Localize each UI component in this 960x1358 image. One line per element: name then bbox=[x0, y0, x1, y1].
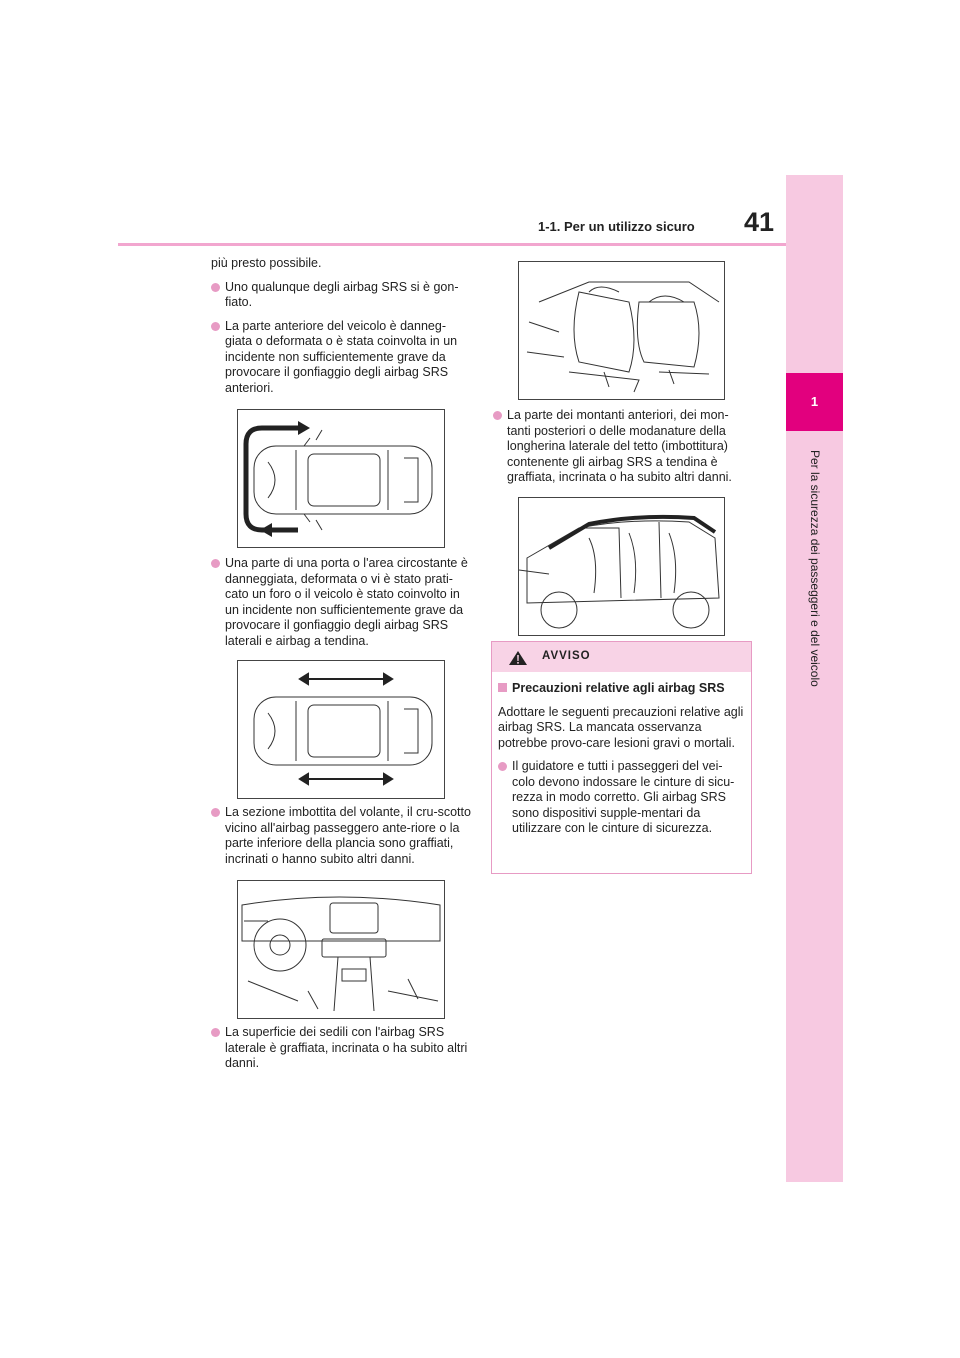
car-side-view-icon bbox=[519, 498, 724, 635]
header-rule bbox=[118, 243, 786, 246]
bullet-item bbox=[493, 408, 751, 486]
left-column-bottom bbox=[211, 1025, 473, 1080]
bullet-text: La parte anteriore del veicolo è danneg-giata o deformata o è stata coinvolta in un incidente non sufficientemente grave da provocare il gonfiaggio degli airbag SRS anteriori. bbox=[225, 318, 458, 395]
side-tab-label: Per la sicurezza dei passeggeri e del veicolo bbox=[808, 450, 822, 687]
bullet-item bbox=[211, 1025, 473, 1072]
warning-heading bbox=[498, 681, 745, 697]
bullet-dot-icon bbox=[493, 411, 502, 420]
bullet-text: Una parte di una porta o l'area circostante è danneggiata, deformata o vi è stato prati-cato un foro o il veicolo è stato coinvolto in un incidente non sufficientemente grave da provocare il gonfiaggio degli airbag SRS laterali e airbag a tendina. bbox=[225, 556, 468, 648]
figure-seats bbox=[518, 261, 725, 400]
car-top-view-icon bbox=[238, 410, 444, 547]
side-tab-number: 1 bbox=[786, 373, 843, 431]
figure-car-top-sides bbox=[237, 660, 445, 799]
bullet-text: Uno qualunque degli airbag SRS si è gon-fiato. bbox=[225, 279, 459, 309]
side-tab-label-wrap bbox=[808, 450, 822, 790]
warning-label: AVVISO bbox=[542, 650, 591, 662]
warning-box bbox=[491, 641, 752, 874]
warning-heading-text: Precauzioni relative agli airbag SRS bbox=[512, 681, 725, 695]
bullet-dot-icon bbox=[211, 283, 220, 292]
bullet-text: Il guidatore e tutti i passeggeri del vei-colo devono indossare le cinture di sicu-rezza in modo corretto. Gli airbag SRS sono dispositivi supple-mentari da utilizzare con le cinture di sicurezza. bbox=[512, 759, 735, 835]
warning-triangle-icon bbox=[508, 650, 528, 666]
bullet-dot-icon bbox=[211, 1028, 220, 1037]
bullet-item bbox=[498, 759, 745, 837]
square-bullet-icon bbox=[498, 683, 507, 692]
section-title: 1-1. Per un utilizzo sicuro bbox=[538, 219, 695, 234]
bullet-item bbox=[211, 280, 469, 311]
bullet-text: La parte dei montanti anteriori, dei mon-tanti posteriori o delle modanature della longherina laterale del tetto (imbottitura) contenente gli airbag SRS a tendina è graffiata, incrinata o ha subito altri danni. bbox=[507, 408, 732, 484]
figure-car-side bbox=[518, 497, 725, 636]
bullet-item bbox=[211, 805, 473, 867]
bullet-item bbox=[211, 319, 469, 397]
right-column-top bbox=[493, 408, 751, 494]
seats-icon bbox=[519, 262, 724, 399]
left-column-top bbox=[211, 256, 469, 404]
bullet-dot-icon bbox=[211, 559, 220, 568]
intro-text: più presto possibile. bbox=[211, 256, 322, 270]
left-column-lower bbox=[211, 805, 473, 875]
dashboard-icon bbox=[238, 881, 444, 1018]
warning-text: Adottare le seguenti precauzioni relative agli airbag SRS. La mancata osservanza potrebbe provo-care lesioni gravi o mortali. bbox=[498, 704, 744, 750]
bullet-text: La sezione imbottita del volante, il cru-scotto vicino all'airbag passeggero ante-riore o la parte inferiore della plancia sono graffiati, incrinati o hanno subito altri danni. bbox=[225, 805, 471, 866]
bullet-dot-icon bbox=[498, 762, 507, 771]
left-column-mid bbox=[211, 556, 473, 657]
warning-body bbox=[492, 672, 751, 837]
bullet-dot-icon bbox=[211, 322, 220, 331]
bullet-dot-icon bbox=[211, 808, 220, 817]
figure-car-top-front bbox=[237, 409, 445, 548]
car-top-view-sides-icon bbox=[238, 661, 444, 798]
page-number: 41 bbox=[744, 207, 775, 237]
bullet-item bbox=[211, 556, 473, 649]
figure-dashboard bbox=[237, 880, 445, 1019]
warning-header bbox=[492, 642, 751, 672]
bullet-text: La superficie dei sedili con l'airbag SRS laterale è graffiata, incrinata o ha subito altri danni. bbox=[225, 1025, 468, 1070]
